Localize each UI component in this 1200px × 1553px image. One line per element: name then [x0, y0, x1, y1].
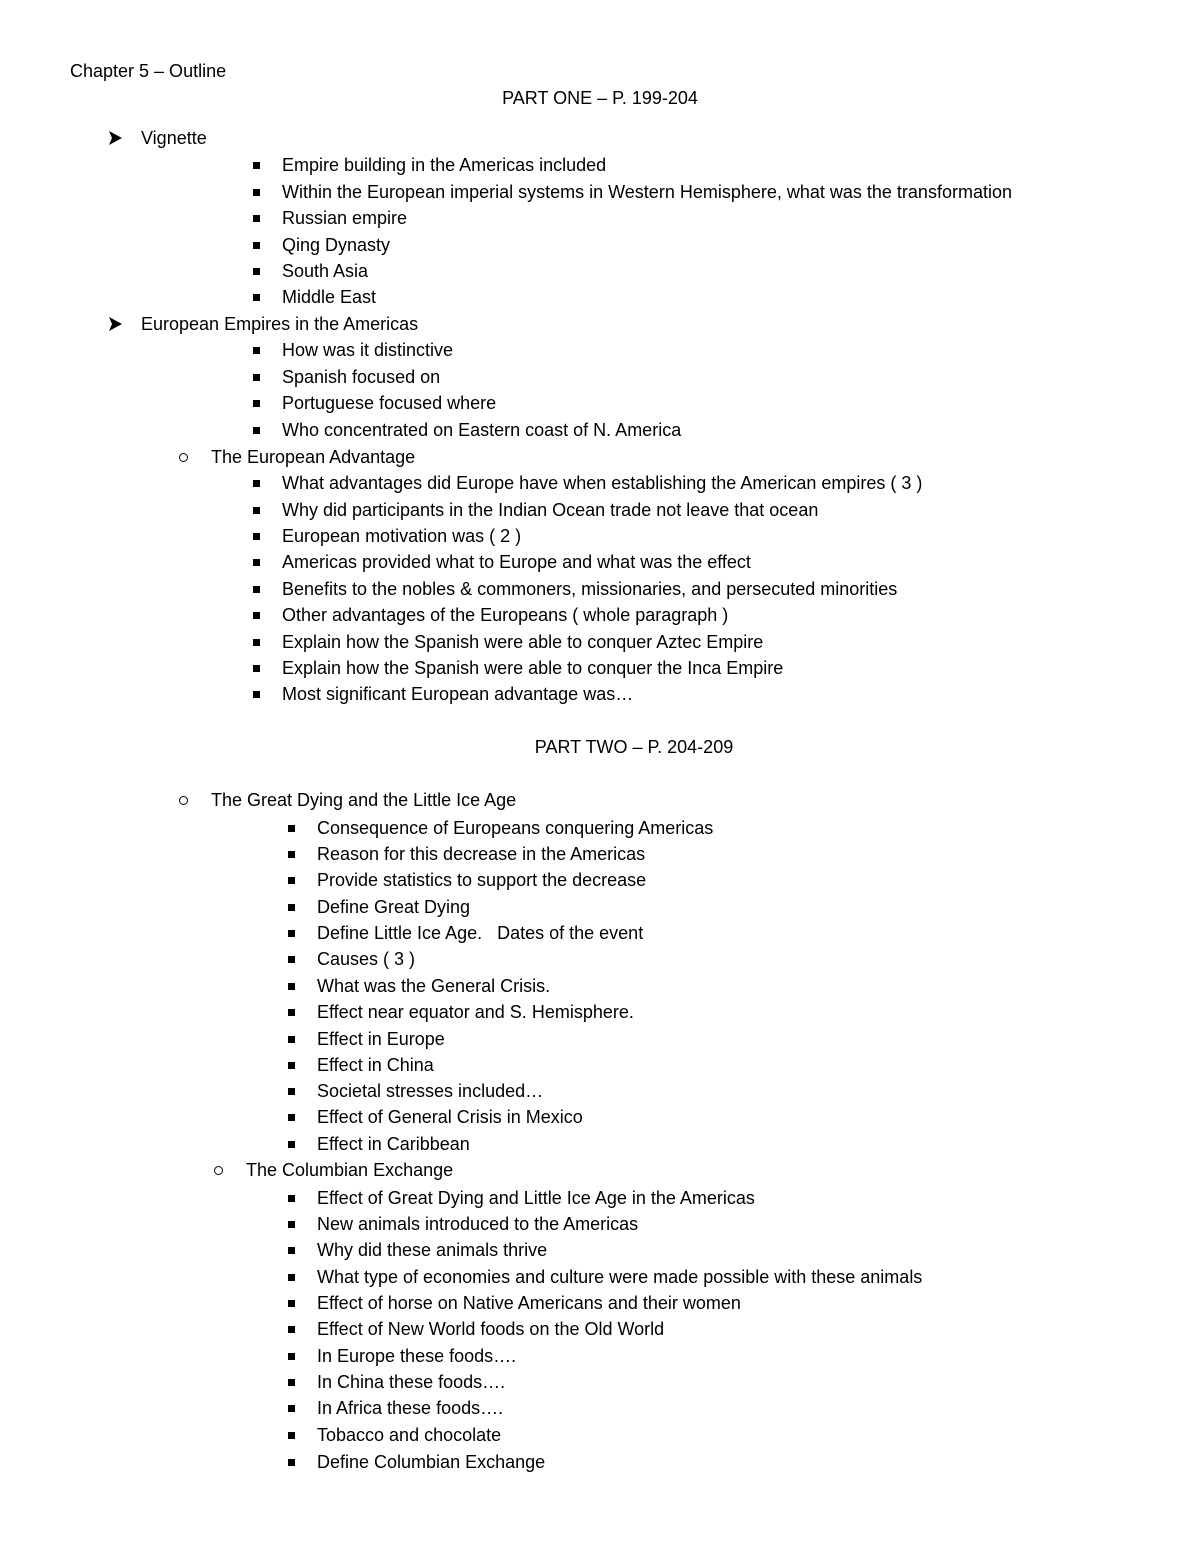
- list-item: Reason for this decrease in the Americas: [317, 844, 646, 864]
- square-bullet-icon: [280, 843, 302, 865]
- list-item: Tobacco and chocolate: [317, 1425, 502, 1445]
- square-bullet-icon: [245, 525, 267, 547]
- square-bullet-icon: [245, 154, 267, 176]
- list-item: Effect in China: [317, 1055, 434, 1075]
- list-item: In Europe these foods….: [317, 1346, 517, 1366]
- square-bullet-icon: [245, 419, 267, 441]
- list-item: What advantages did Europe have when establishing the American empires ( 3 ): [282, 473, 923, 493]
- part-one-heading: PART ONE – P. 199-204: [502, 88, 698, 108]
- list-item: Why did these animals thrive: [317, 1240, 548, 1260]
- square-bullet-icon: [245, 260, 267, 282]
- subsection-heading-european-advantage: The European Advantage: [211, 447, 416, 467]
- square-bullet-icon: [280, 1424, 302, 1446]
- list-item: Define Columbian Exchange: [317, 1452, 546, 1472]
- list-item: Effect of Great Dying and Little Ice Age in the Americas: [317, 1188, 755, 1208]
- list-item: Societal stresses included…: [317, 1081, 544, 1101]
- list-item: Provide statistics to support the decrease: [317, 870, 647, 890]
- square-bullet-icon: [280, 1266, 302, 1288]
- square-bullet-icon: [245, 181, 267, 203]
- square-bullet-icon: [245, 631, 267, 653]
- circle-bullet-icon: [172, 789, 194, 811]
- square-bullet-icon: [280, 1345, 302, 1367]
- list-item: Who concentrated on Eastern coast of N. America: [282, 420, 682, 440]
- square-bullet-icon: [245, 578, 267, 600]
- square-bullet-icon: [280, 869, 302, 891]
- square-bullet-icon: [280, 922, 302, 944]
- square-bullet-icon: [280, 1028, 302, 1050]
- list-item: Effect of General Crisis in Mexico: [317, 1107, 583, 1127]
- list-item: Qing Dynasty: [282, 235, 391, 255]
- square-bullet-icon: [280, 1397, 302, 1419]
- subsection-heading-columbian-exchange: The Columbian Exchange: [246, 1160, 454, 1180]
- circle-bullet-icon: [207, 1159, 229, 1181]
- list-item: Explain how the Spanish were able to conquer Aztec Empire: [282, 632, 764, 652]
- square-bullet-icon: [280, 1187, 302, 1209]
- list-item: Consequence of Europeans conquering Americas: [317, 818, 714, 838]
- square-bullet-icon: [245, 234, 267, 256]
- section-heading-european-empires: European Empires in the Americas: [141, 314, 419, 334]
- square-bullet-icon: [245, 366, 267, 388]
- square-bullet-icon: [280, 1133, 302, 1155]
- list-item: Middle East: [282, 287, 377, 307]
- square-bullet-icon: [280, 948, 302, 970]
- square-bullet-icon: [280, 1318, 302, 1340]
- list-item: Effect near equator and S. Hemisphere.: [317, 1002, 634, 1022]
- list-item: Portuguese focused where: [282, 393, 497, 413]
- list-item: In China these foods….: [317, 1372, 506, 1392]
- list-item: Benefits to the nobles & commoners, missionaries, and persecuted minorities: [282, 579, 898, 599]
- list-item: Empire building in the Americas included: [282, 155, 607, 175]
- square-bullet-icon: [245, 604, 267, 626]
- square-bullet-icon: [280, 896, 302, 918]
- square-bullet-icon: [280, 1451, 302, 1473]
- list-item: South Asia: [282, 261, 369, 281]
- chapter-title: Chapter 5 – Outline: [70, 61, 227, 81]
- subsection-heading-great-dying: The Great Dying and the Little Ice Age: [211, 790, 517, 810]
- square-bullet-icon: [280, 975, 302, 997]
- list-item: Other advantages of the Europeans ( whole paragraph ): [282, 605, 729, 625]
- square-bullet-icon: [245, 551, 267, 573]
- list-item: In Africa these foods….: [317, 1398, 504, 1418]
- square-bullet-icon: [245, 657, 267, 679]
- section-heading-vignette: Vignette: [141, 128, 207, 148]
- square-bullet-icon: [245, 339, 267, 361]
- list-item: Effect of horse on Native Americans and their women: [317, 1293, 741, 1313]
- list-item: Define Little Ice Age. Dates of the event: [317, 923, 644, 943]
- square-bullet-icon: [280, 1054, 302, 1076]
- square-bullet-icon: [245, 392, 267, 414]
- square-bullet-icon: [280, 817, 302, 839]
- list-item: Effect in Europe: [317, 1029, 445, 1049]
- square-bullet-icon: [245, 683, 267, 705]
- square-bullet-icon: [280, 1080, 302, 1102]
- list-item: How was it distinctive: [282, 340, 454, 360]
- square-bullet-icon: [280, 1239, 302, 1261]
- square-bullet-icon: [280, 1292, 302, 1314]
- list-item: What type of economies and culture were made possible with these animals: [317, 1267, 923, 1287]
- square-bullet-icon: [280, 1001, 302, 1023]
- list-item: Why did participants in the Indian Ocean trade not leave that ocean: [282, 500, 819, 520]
- list-item: Effect in Caribbean: [317, 1134, 470, 1154]
- list-item: Define Great Dying: [317, 897, 471, 917]
- list-item: European motivation was ( 2 ): [282, 526, 522, 546]
- square-bullet-icon: [245, 286, 267, 308]
- square-bullet-icon: [280, 1213, 302, 1235]
- part-two-heading: PART TWO – P. 204-209: [534, 737, 734, 757]
- list-item: What was the General Crisis.: [317, 976, 551, 996]
- list-item: Russian empire: [282, 208, 408, 228]
- list-item: Within the European imperial systems in Western Hemisphere, what was the transformation: [282, 182, 1012, 202]
- arrow-bullet-icon: [104, 127, 126, 149]
- square-bullet-icon: [245, 472, 267, 494]
- list-item: Most significant European advantage was…: [282, 684, 634, 704]
- list-item: New animals introduced to the Americas: [317, 1214, 639, 1234]
- list-item: Explain how the Spanish were able to conquer the Inca Empire: [282, 658, 784, 678]
- list-item: Americas provided what to Europe and what was the effect: [282, 552, 751, 572]
- list-item: Effect of New World foods on the Old World: [317, 1319, 665, 1339]
- list-item: Spanish focused on: [282, 367, 441, 387]
- circle-bullet-icon: [172, 446, 194, 468]
- list-item: Causes ( 3 ): [317, 949, 416, 969]
- square-bullet-icon: [280, 1371, 302, 1393]
- square-bullet-icon: [245, 207, 267, 229]
- square-bullet-icon: [280, 1106, 302, 1128]
- square-bullet-icon: [245, 499, 267, 521]
- arrow-bullet-icon: [104, 313, 126, 335]
